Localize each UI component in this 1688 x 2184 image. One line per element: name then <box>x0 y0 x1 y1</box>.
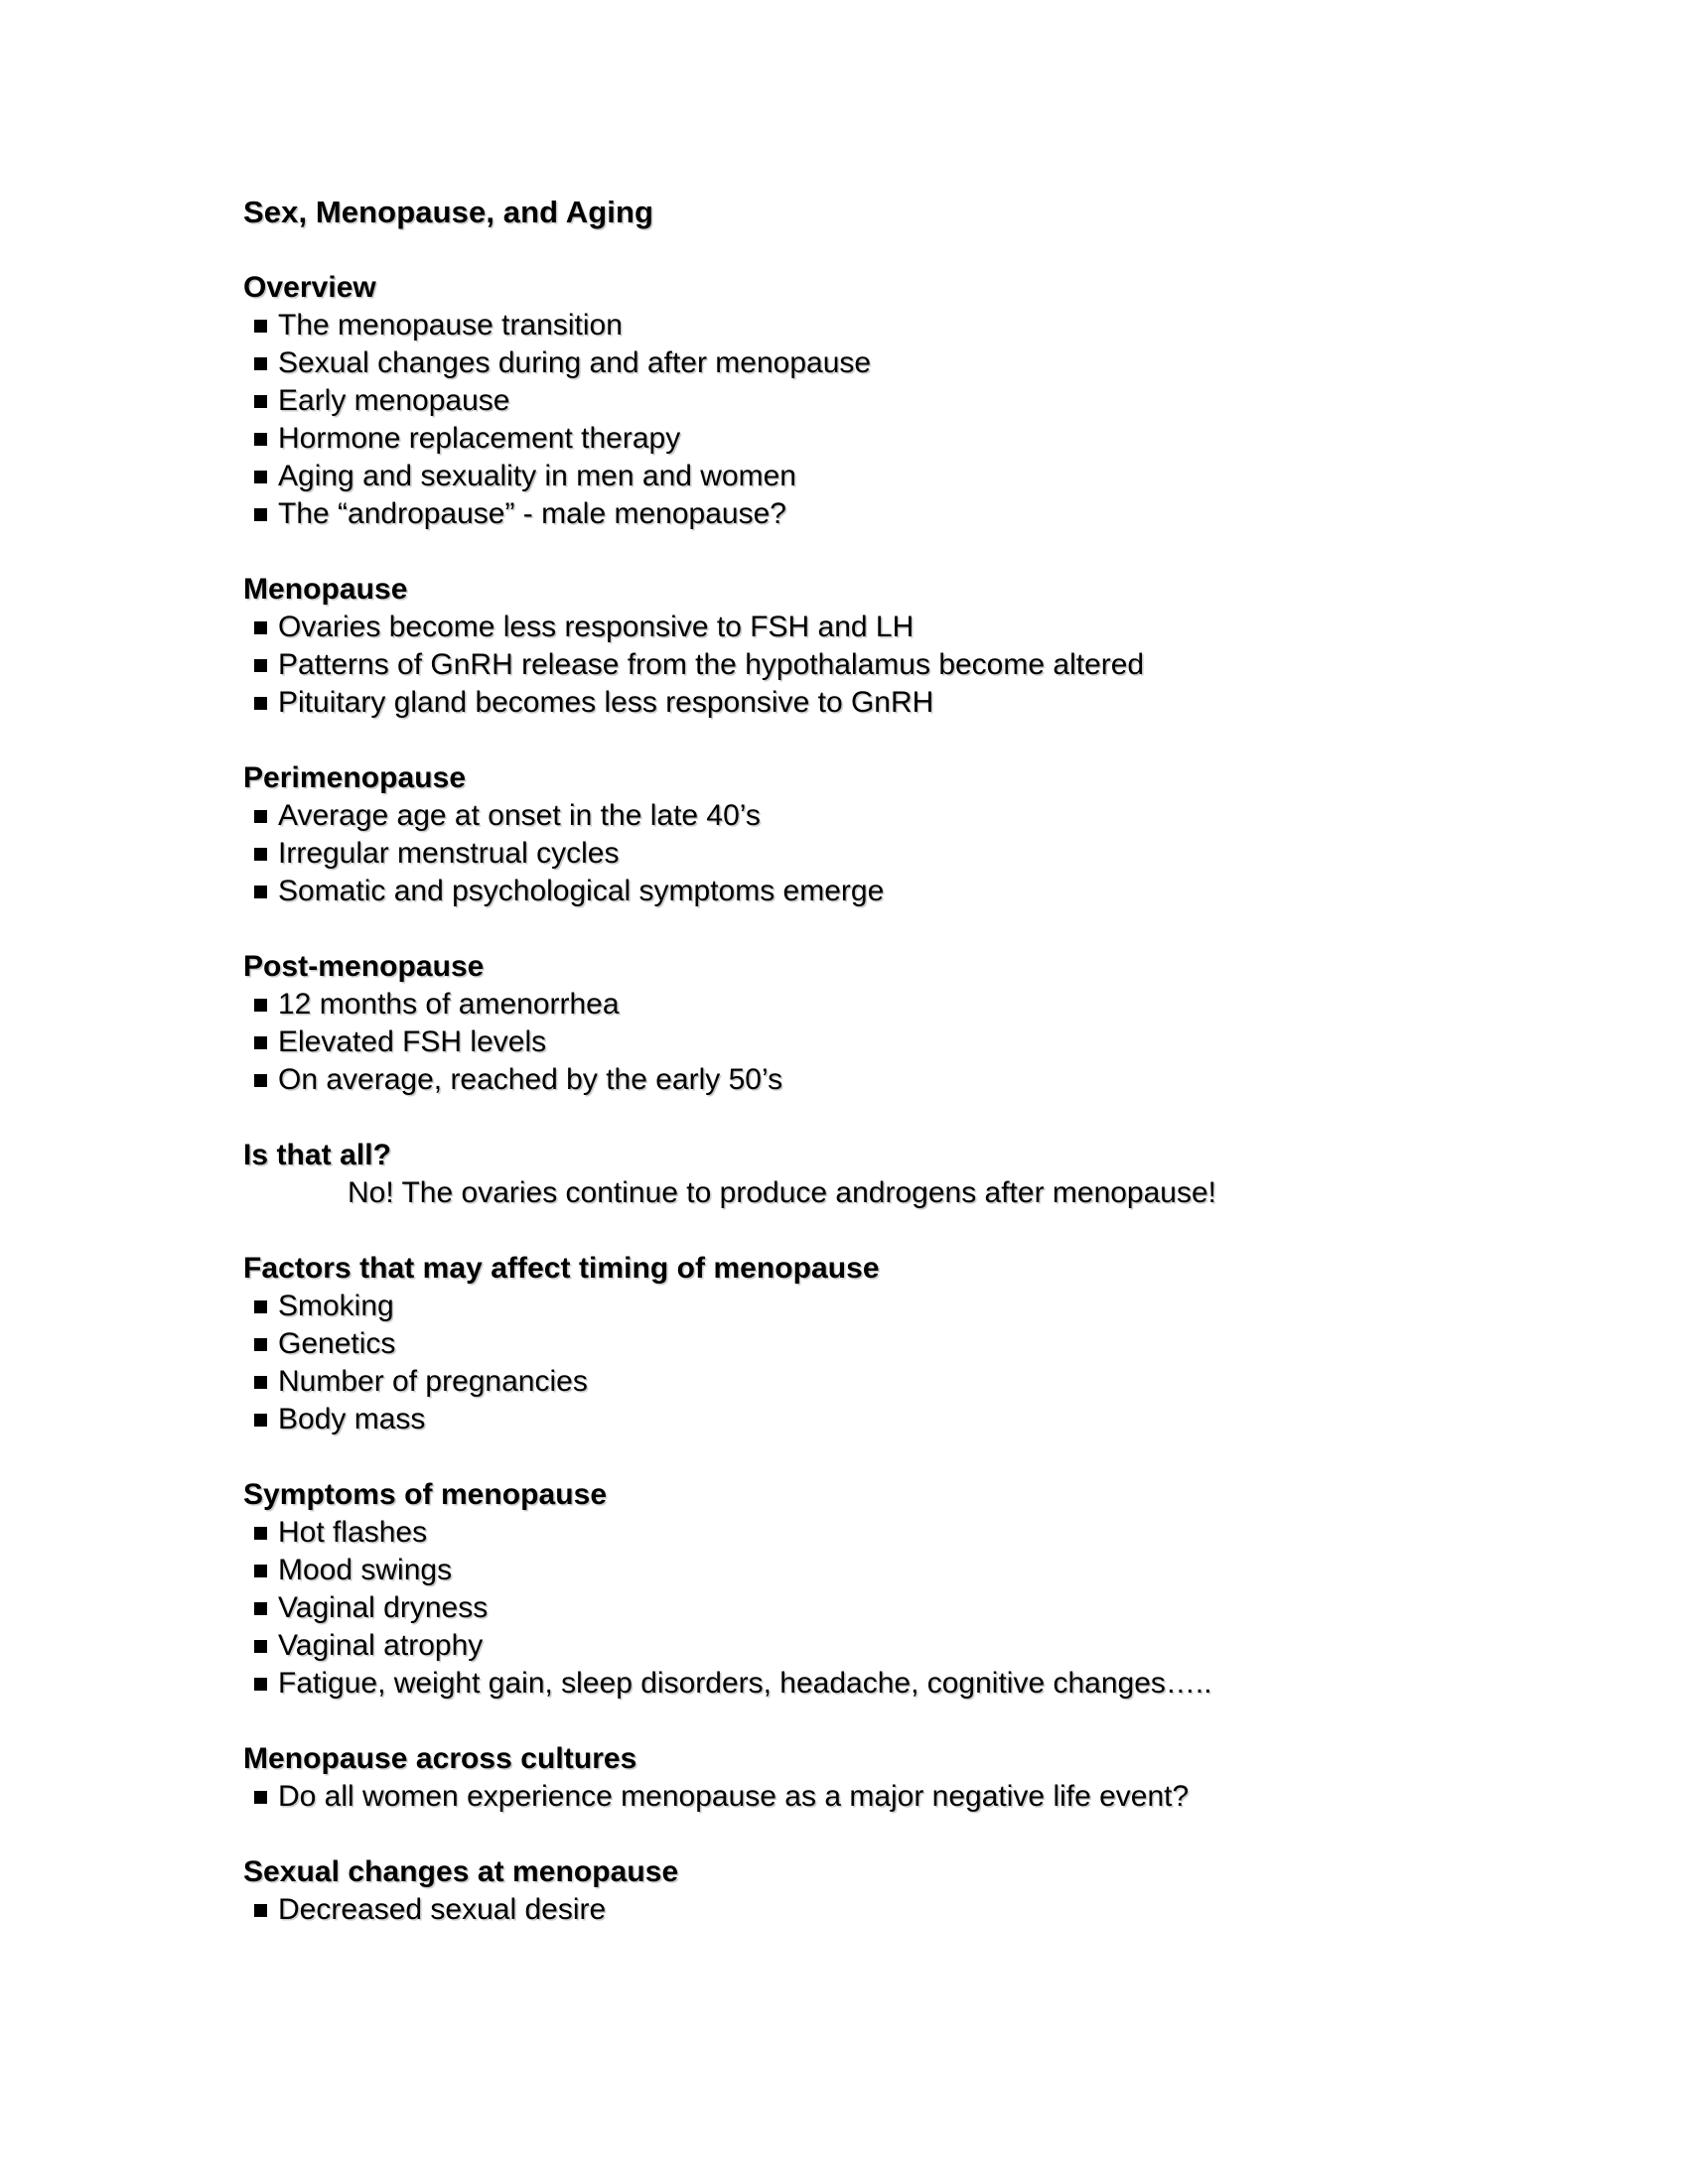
list-item-label: Hormone replacement therapy <box>278 422 681 455</box>
section-heading: Symptoms of menopause <box>243 1478 608 1511</box>
list-item-label: Hot flashes <box>278 1516 428 1549</box>
square-bullet-icon <box>254 1074 267 1087</box>
spacer <box>243 1099 1688 1137</box>
square-bullet-icon <box>254 433 267 446</box>
bullet-list <box>243 1288 1688 1438</box>
square-bullet-icon <box>254 1300 267 1313</box>
square-bullet-icon <box>254 395 267 408</box>
list-item-label: Body mass <box>278 1403 426 1435</box>
square-bullet-icon <box>254 659 267 672</box>
list-item-label: Early menopause <box>278 384 510 417</box>
section-heading: Menopause across cultures <box>243 1742 637 1775</box>
spacer <box>243 533 1688 571</box>
list-item <box>243 1589 1688 1627</box>
list-item-label: Elevated FSH levels <box>278 1025 547 1058</box>
square-bullet-icon <box>254 1565 267 1577</box>
list-item <box>243 646 1688 684</box>
page-title: Sex, Menopause, and Aging <box>243 195 654 229</box>
square-bullet-icon <box>254 1602 267 1615</box>
spacer <box>243 1816 1688 1853</box>
list-item <box>243 684 1688 722</box>
square-bullet-icon <box>254 1640 267 1653</box>
square-bullet-icon <box>254 1376 267 1389</box>
indented-answer-line: No! The ovaries continue to produce androgens after menopause! <box>348 1176 1217 1209</box>
document-section <box>243 948 1688 1099</box>
section-heading: Menopause <box>243 573 408 606</box>
bullet-list <box>243 1778 1688 1816</box>
section-heading: Factors that may affect timing of menopause <box>243 1252 880 1285</box>
square-bullet-icon <box>254 320 267 333</box>
list-item <box>243 307 1688 344</box>
spacer <box>243 231 1688 269</box>
spacer <box>243 910 1688 948</box>
list-item-label: Decreased sexual desire <box>278 1893 607 1926</box>
list-item-label: Sexual changes during and after menopause <box>278 346 872 379</box>
square-bullet-icon <box>254 1414 267 1427</box>
document-section <box>243 759 1688 910</box>
list-item-label: Mood swings <box>278 1554 453 1586</box>
square-bullet-icon <box>254 1678 267 1691</box>
bullet-list <box>243 609 1688 722</box>
list-item-label: The “andropause” - male menopause? <box>278 497 786 530</box>
bullet-list <box>243 797 1688 910</box>
section-heading: Perimenopause <box>243 761 467 794</box>
list-item <box>243 1363 1688 1401</box>
square-bullet-icon <box>254 1904 267 1917</box>
list-item <box>243 1891 1688 1929</box>
square-bullet-icon <box>254 471 267 483</box>
document-section <box>243 1250 1688 1438</box>
square-bullet-icon <box>254 1036 267 1049</box>
list-item <box>243 609 1688 646</box>
document-section <box>243 269 1688 533</box>
square-bullet-icon <box>254 810 267 823</box>
square-bullet-icon <box>254 357 267 370</box>
bullet-list <box>243 1891 1688 1929</box>
list-item <box>243 1288 1688 1325</box>
list-item-label: The menopause transition <box>278 309 623 341</box>
document-section <box>243 1137 1688 1212</box>
square-bullet-icon <box>254 886 267 898</box>
list-item <box>243 1778 1688 1816</box>
square-bullet-icon <box>254 1338 267 1351</box>
list-item-label: Pituitary gland becomes less responsive to GnRH <box>278 686 934 719</box>
bullet-list <box>243 1514 1688 1703</box>
list-item-label: Somatic and psychological symptoms emerge <box>278 875 885 907</box>
spacer <box>243 1703 1688 1740</box>
section-heading: Overview <box>243 271 376 304</box>
spacer <box>243 1212 1688 1250</box>
document-section <box>243 571 1688 722</box>
list-item <box>243 1514 1688 1552</box>
document-section <box>243 1476 1688 1703</box>
list-item <box>243 986 1688 1024</box>
section-heading: Is that all? <box>243 1139 391 1171</box>
list-item <box>243 1665 1688 1703</box>
document-body <box>243 269 1688 1929</box>
list-item-label: Patterns of GnRH release from the hypothalamus become altered <box>278 648 1145 681</box>
list-item <box>243 420 1688 458</box>
square-bullet-icon <box>254 508 267 521</box>
spacer <box>243 1438 1688 1476</box>
list-item <box>243 495 1688 533</box>
list-item <box>243 1061 1688 1099</box>
list-item <box>243 1325 1688 1363</box>
square-bullet-icon <box>254 999 267 1012</box>
list-item <box>243 1024 1688 1061</box>
list-item-label: Aging and sexuality in men and women <box>278 460 796 492</box>
spacer <box>243 722 1688 759</box>
list-item-label: Do all women experience menopause as a major negative life event? <box>278 1780 1190 1813</box>
section-heading: Sexual changes at menopause <box>243 1855 679 1888</box>
list-item <box>243 873 1688 910</box>
list-item <box>243 797 1688 835</box>
list-item-label: Ovaries become less responsive to FSH and LH <box>278 611 914 643</box>
square-bullet-icon <box>254 848 267 861</box>
list-item-label: 12 months of amenorrhea <box>278 988 620 1021</box>
list-item <box>243 1627 1688 1665</box>
document-section <box>243 1853 1688 1929</box>
document-section <box>243 1740 1688 1816</box>
list-item-label: Smoking <box>278 1290 394 1322</box>
section-heading: Post-menopause <box>243 950 485 983</box>
list-item <box>243 382 1688 420</box>
list-item <box>243 835 1688 873</box>
list-item-label: Vaginal dryness <box>278 1591 489 1624</box>
square-bullet-icon <box>254 1791 267 1804</box>
bullet-list <box>243 986 1688 1099</box>
square-bullet-icon <box>254 621 267 634</box>
list-item-label: Genetics <box>278 1327 396 1360</box>
list-item-label: Number of pregnancies <box>278 1365 588 1398</box>
list-item <box>243 458 1688 495</box>
list-item-label: Irregular menstrual cycles <box>278 837 620 870</box>
bullet-list <box>243 307 1688 533</box>
list-item <box>243 1552 1688 1589</box>
list-item-label: Fatigue, weight gain, sleep disorders, headache, cognitive changes….. <box>278 1667 1212 1700</box>
square-bullet-icon <box>254 1527 267 1540</box>
list-item <box>243 344 1688 382</box>
list-item-label: Average age at onset in the late 40’s <box>278 799 761 832</box>
square-bullet-icon <box>254 697 267 710</box>
list-item <box>243 1401 1688 1438</box>
list-item-label: On average, reached by the early 50’s <box>278 1063 783 1096</box>
list-item-label: Vaginal atrophy <box>278 1629 484 1662</box>
